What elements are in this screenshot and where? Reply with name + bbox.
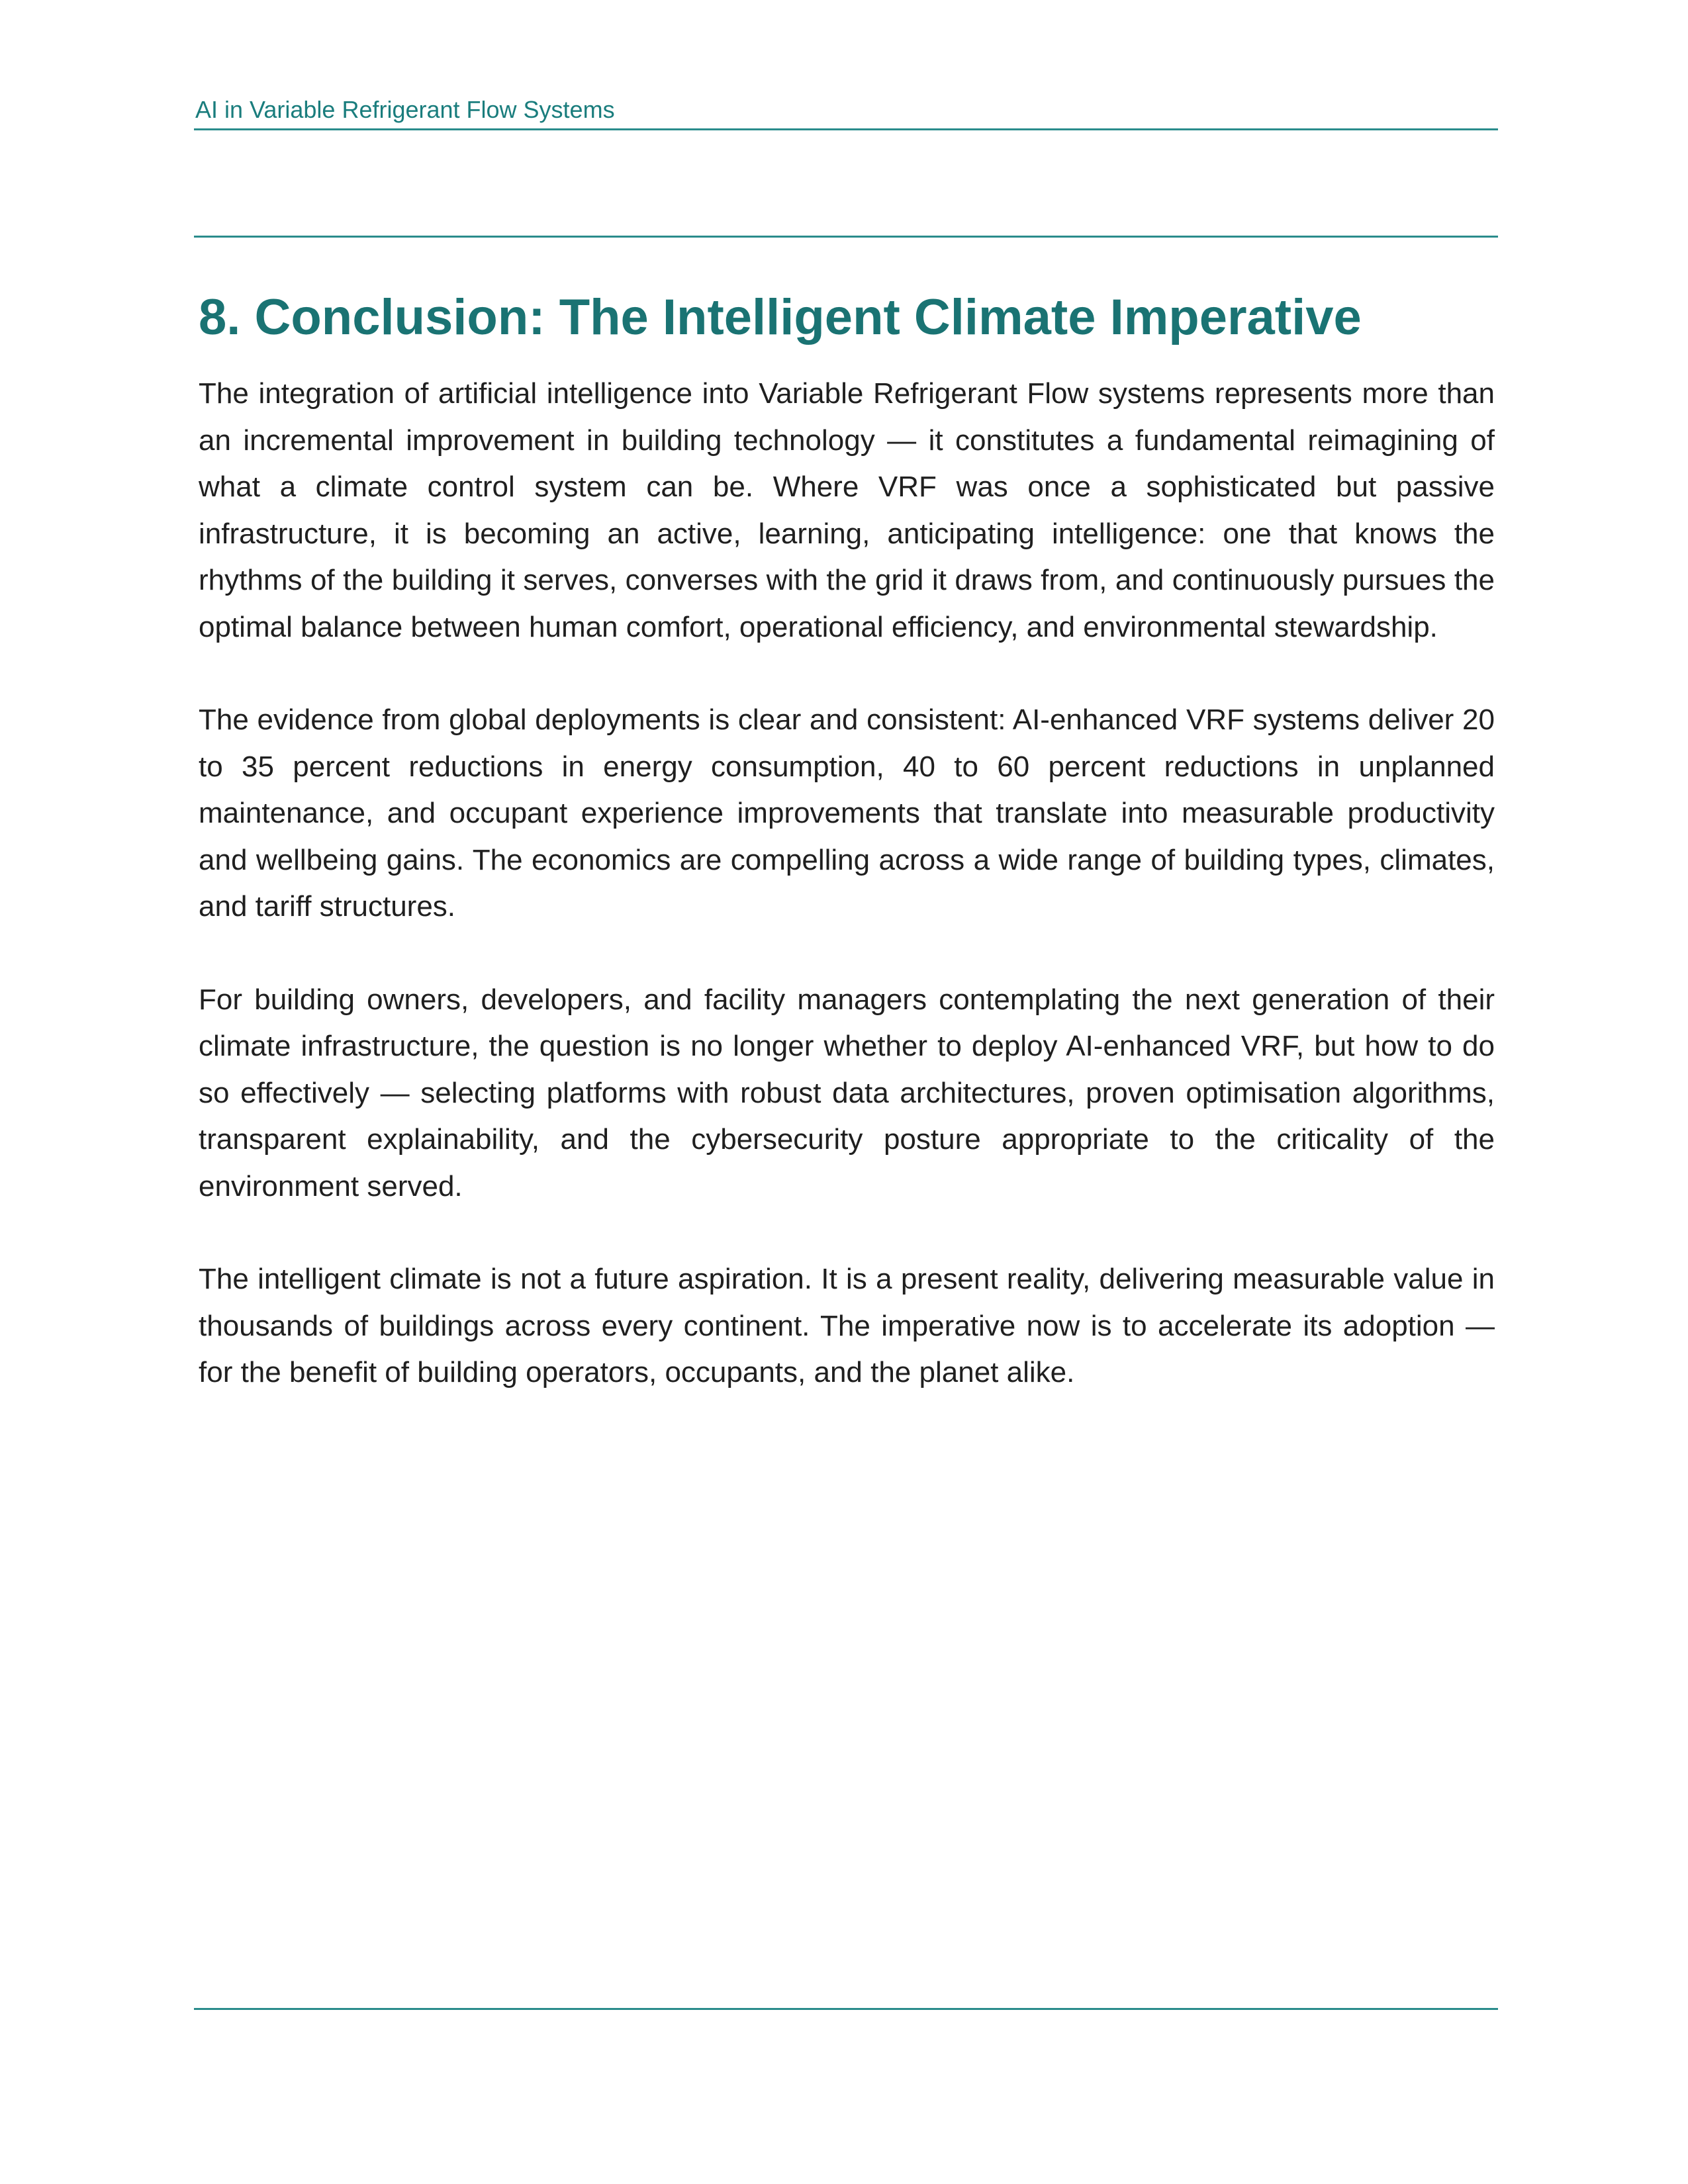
paragraph-evidence: The evidence from global deployments is clear and consistent: AI-enhanced VRF systems deliver 20 to 35 percent reductions in energy consumption, 40 to 60 percent reductions in unplanned maintenance, and occupant experience improvements that translate into measurable productivity and wellbeing gains. The economics are compelling across a wide range of building types, climates, and tariff structures. xyxy=(199,704,1495,923)
section-title: 8. Conclusion: The Intelligent Climate Imperative xyxy=(199,289,1362,345)
section-top-divider xyxy=(194,236,1498,238)
paragraph-imperative: The intelligent climate is not a future aspiration. It is a present reality, delivering measurable value in thousands of buildings across every continent. The imperative now is to accelerate its adoption — for the benefit of building operators, occupants, and the planet alike. xyxy=(199,1263,1495,1388)
running-header: AI in Variable Refrigerant Flow Systems xyxy=(195,96,615,123)
footer-divider xyxy=(194,2008,1498,2010)
paragraph-integration: The integration of artificial intelligence into Variable Refrigerant Flow systems represents more than an incremental improvement in building technology — it constitutes a fundamental reimagining of what a climate control system can be. Where VRF was once a sophisticated but passive infrastructure, it is becoming an active, learning, anticipating intelligence: one that knows the rhythms of the building it serves, converses with the grid it draws from, and continuously pursues the optimal balance between human comfort, operational efficiency, and environmental stewardship. xyxy=(199,377,1495,643)
paragraph-owners: For building owners, developers, and facility managers contemplating the next generation of their climate infrastructure, the question is no longer whether to deploy AI-enhanced VRF, but how to do so effectively — selecting platforms with robust data architectures, proven optimisation algorithms, transparent explainability, and the cybersecurity posture appropriate to the criticality of the environment served. xyxy=(199,983,1495,1203)
body-text xyxy=(199,371,1495,1443)
header-divider xyxy=(194,128,1498,130)
